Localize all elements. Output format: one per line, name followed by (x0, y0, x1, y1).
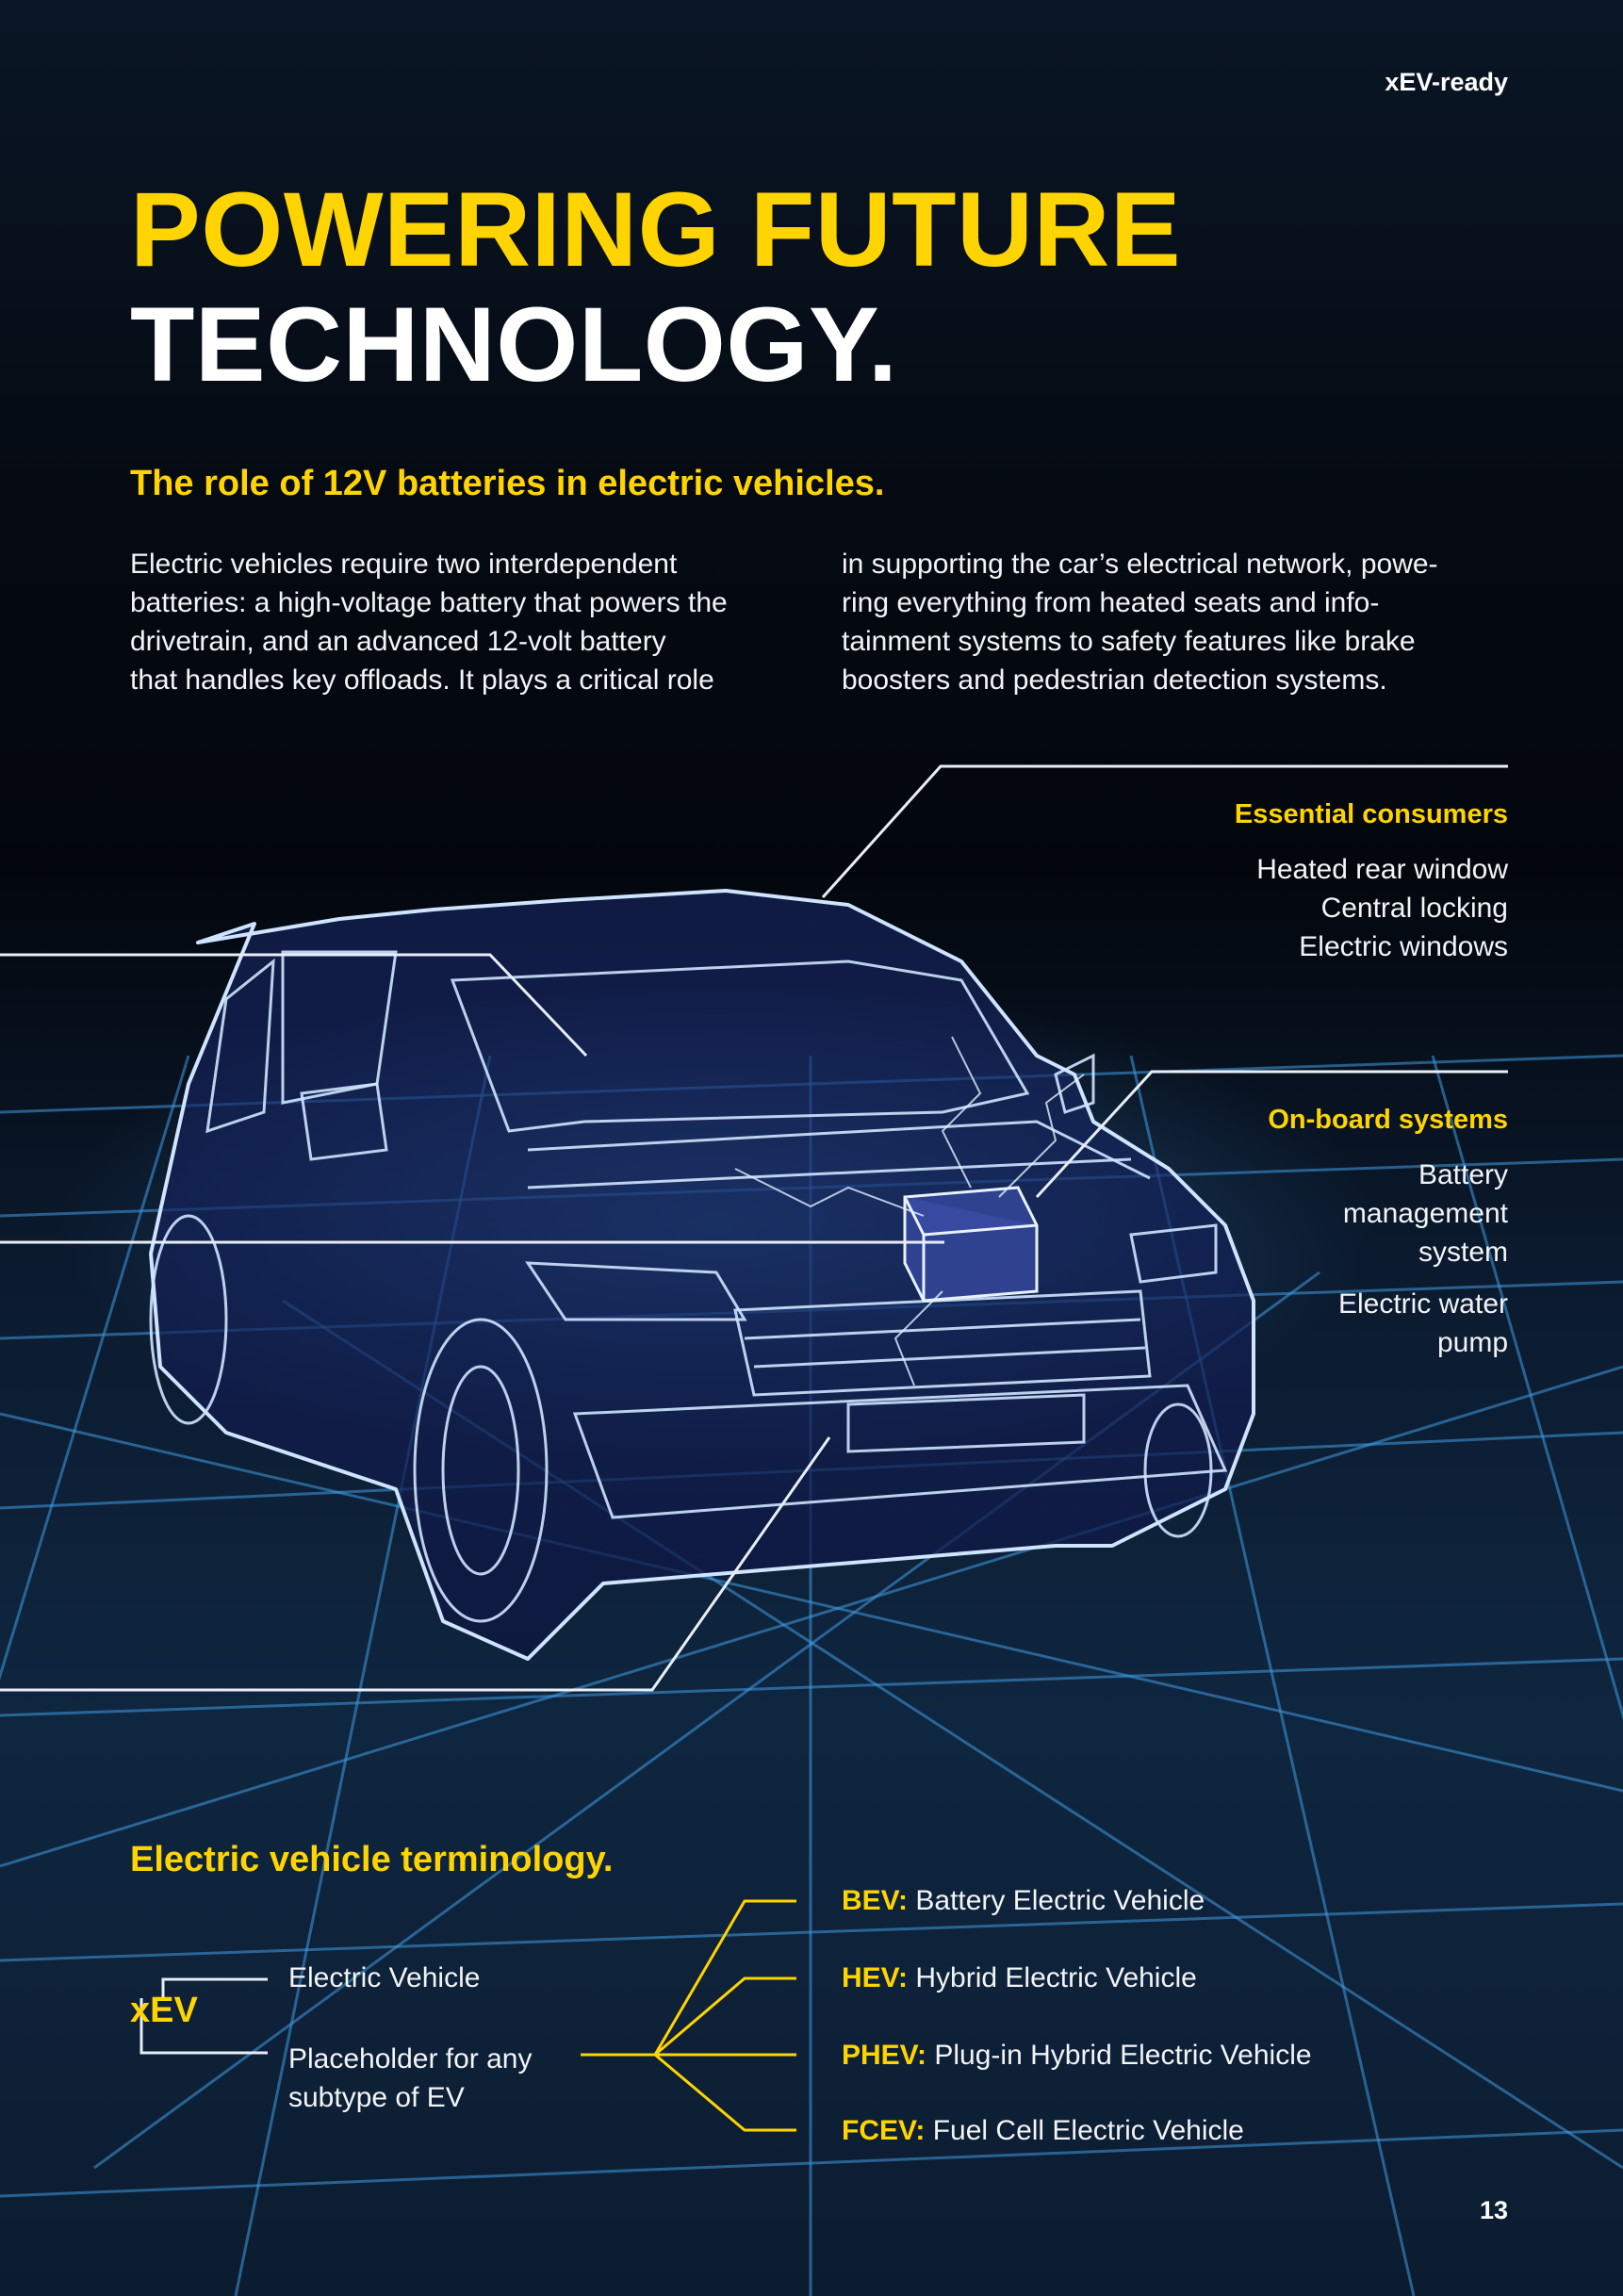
page-number: 13 (1479, 2196, 1508, 2224)
term-abbr: HEV: (842, 1962, 909, 1993)
placeholder-line: Placeholder for any (288, 2043, 533, 2075)
callout-item: system (1418, 1237, 1508, 1268)
battery-icon (905, 1188, 1037, 1301)
term-full: Battery Electric Vehicle (915, 1885, 1205, 1916)
term-full: Plug-in Hybrid Electric Vehicle (934, 2040, 1312, 2071)
term-phev (842, 2040, 1312, 2072)
term-fcev (842, 2115, 1244, 2147)
term-abbr: BEV: (842, 1885, 909, 1916)
intro-line: drivetrain, and an advanced 12-volt battery (130, 626, 666, 657)
page-title-line2: TECHNOLOGY. (130, 286, 898, 403)
term-hev (842, 1962, 1197, 1994)
intro-column-right (842, 545, 1520, 699)
callout-item: Heated rear window (1256, 854, 1508, 885)
xev-meaning: Electric Vehicle (288, 1962, 481, 1993)
term-full: Fuel Cell Electric Vehicle (932, 2115, 1244, 2146)
term-bev (842, 1885, 1205, 1917)
callout-item: Battery (1418, 1159, 1508, 1190)
intro-line: ring everything from heated seats and info- (842, 587, 1380, 618)
intro-line: tainment systems to safety features like brake (842, 626, 1416, 657)
callout-item: Central locking (1320, 893, 1508, 924)
term-full: Hybrid Electric Vehicle (915, 1962, 1197, 1993)
placeholder-line: subtype of EV (288, 2082, 465, 2113)
intro-line: batteries: a high-voltage battery that powers the (130, 587, 728, 618)
callout-item: management (1342, 1198, 1508, 1229)
intro-line: Electric vehicles require two interdependent (130, 549, 678, 580)
intro-column-left (130, 545, 809, 699)
callout-essential-list (1037, 850, 1508, 966)
callout-item: Electric windows (1299, 931, 1508, 962)
callout-onboard-list (1037, 1156, 1508, 1362)
callout-essential-title: Essential consumers (1234, 799, 1508, 829)
callout-onboard-title: On-board systems (1268, 1105, 1508, 1135)
callout-item: Electric water (1337, 1288, 1508, 1320)
xev-label: xEV (130, 1991, 198, 2030)
intro-heading: The role of 12V batteries in electric vehicles. (130, 464, 885, 503)
intro-line: that handles key offloads. It plays a critical role (130, 664, 714, 696)
term-abbr: FCEV: (842, 2115, 926, 2146)
intro-line: boosters and pedestrian detection systems. (842, 664, 1387, 696)
page-title-line1: POWERING FUTURE (130, 171, 1182, 288)
callout-item: pump (1436, 1327, 1508, 1358)
xev-placeholder (288, 2040, 533, 2117)
term-abbr: PHEV: (842, 2040, 927, 2071)
intro-line: in supporting the car’s electrical network, powe- (842, 549, 1438, 580)
section-tag: xEV-ready (1385, 68, 1508, 96)
terminology-heading: Electric vehicle terminology. (130, 1840, 614, 1879)
